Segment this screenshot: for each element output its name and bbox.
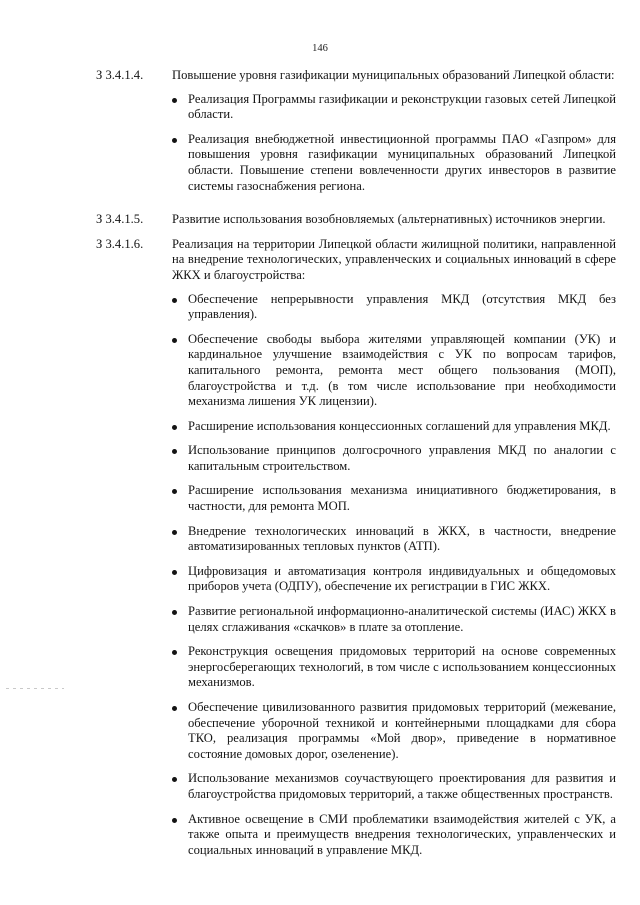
list-item-text: Обеспечение свободы выбора жителями управляющей компании (УК) и кардинальное улучшение взаимодействия с УК по вопросам тарифов, капитального ремонта, ремонта мест общего пользования (МОП), благоустройства и т.д. (в том числе использование при необходимости механизма лишения УК лицензии). [188, 331, 616, 409]
list-item-text: Расширение использования концессионных соглашений для управления МКД. [188, 418, 611, 433]
list-item-text: Цифровизация и автоматизация контроля индивидуальных и общедомовых приборов учета (ОДПУ), обеспечение их регистрации в ГИС ЖКХ. [188, 563, 616, 594]
section-number: З 3.4.1.5. [96, 212, 144, 227]
bullet-icon [172, 338, 177, 343]
bullet-icon [172, 650, 177, 655]
section-heading-text: Развитие использования возобновляемых (альтернативных) источников энергии. [172, 212, 606, 227]
section-body [172, 212, 616, 228]
list-item-text: Обеспечение цивилизованного развития придомовых территорий (межевание, обеспечение уборочной техникой и контейнерными площадками для сбора ТКО, реализация программы «Мой двор», приведение в нормативное состояние домовых дорог, озеленение). [188, 700, 616, 761]
list-item [172, 292, 616, 323]
list-item [172, 644, 616, 691]
list-item [172, 700, 616, 762]
list-item [172, 132, 616, 194]
bullet-icon [172, 425, 177, 430]
bullet-icon [172, 298, 177, 303]
bullet-icon [172, 449, 177, 454]
section-heading-text: Реализация на территории Липецкой области жилищной политики, направленной на внедрение технологических, управленческих и социальных инноваций в сфере ЖКХ и благоустройства: [172, 236, 616, 282]
bullet-icon [172, 706, 177, 711]
list-item-text: Расширение использования механизма инициативного бюджетирования, в частности, для ремонта МОП. [188, 483, 616, 514]
list-item-text: Реализация внебюджетной инвестиционной программы ПАО «Газпром» для повышения уровня газификации муниципальных образований Липецкой области. Повышение степени вовлеченности других инвесторов в развитие системы газоснабжения региона. [188, 131, 616, 193]
bullet-icon [172, 138, 177, 143]
list-item-text: Обеспечение непрерывности управления МКД (отсутствия МКД без управления). [188, 291, 616, 322]
bullet-icon [172, 489, 177, 494]
list-item-text: Развитие региональной информационно-аналитической системы (ИАС) ЖКХ в целях сглаживания «скачков» в плате за отопление. [188, 604, 616, 634]
list-item [172, 812, 616, 859]
document-body [96, 68, 616, 876]
list-item-text: Реконструкция освещения придомовых территорий на основе современных энергосберегающих технологий, в том числе с использованием концессионных механизмов. [188, 644, 616, 690]
list-item-text: Использование принципов долгосрочного управления МКД по аналогии с капитальным строительством. [188, 443, 616, 473]
list-item-text: Активное освещение в СМИ проблематики взаимодействия жителей с УК, а также опыта и преимуществ внедрения технологических, управленческих и социальных инноваций в управление МКД. [188, 811, 616, 857]
list-item-text: Внедрение технологических инноваций в ЖКХ, в частности, внедрение автоматизированных тепловых пунктов (АТП). [188, 523, 616, 554]
list-item [172, 483, 616, 514]
section-body [172, 237, 616, 868]
list-item [172, 92, 616, 123]
section-3-4-1-4 [96, 68, 616, 203]
list-item [172, 771, 616, 802]
bullet-icon [172, 98, 177, 103]
bullet-icon [172, 777, 177, 782]
list-item [172, 524, 616, 555]
bullet-icon [172, 530, 177, 535]
list-item-text: Использование механизмов соучаствующего проектирования для развития и благоустройства придомовых территорий, а также общественных пространств. [188, 771, 616, 801]
list-item-text: Реализация Программы газификации и реконструкции газовых сетей Липецкой области. [188, 91, 616, 122]
section-body [172, 68, 616, 203]
list-item [172, 332, 616, 410]
section-number: З 3.4.1.4. [96, 68, 144, 82]
page-number: 146 [312, 43, 328, 54]
bullet-icon [172, 570, 177, 575]
bullet-icon [172, 818, 177, 823]
list-item [172, 443, 616, 474]
bullet-list [172, 92, 616, 195]
bullet-icon [172, 610, 177, 615]
list-item [172, 564, 616, 595]
scan-artifact-line [6, 688, 64, 689]
list-item [172, 604, 616, 635]
list-item [172, 419, 616, 435]
section-heading-text: Повышение уровня газификации муниципальных образований Липецкой области: [172, 68, 615, 82]
bullet-list [172, 292, 616, 859]
section-3-4-1-6 [96, 237, 616, 868]
section-3-4-1-5 [96, 212, 616, 228]
section-number: З 3.4.1.6. [96, 236, 144, 251]
